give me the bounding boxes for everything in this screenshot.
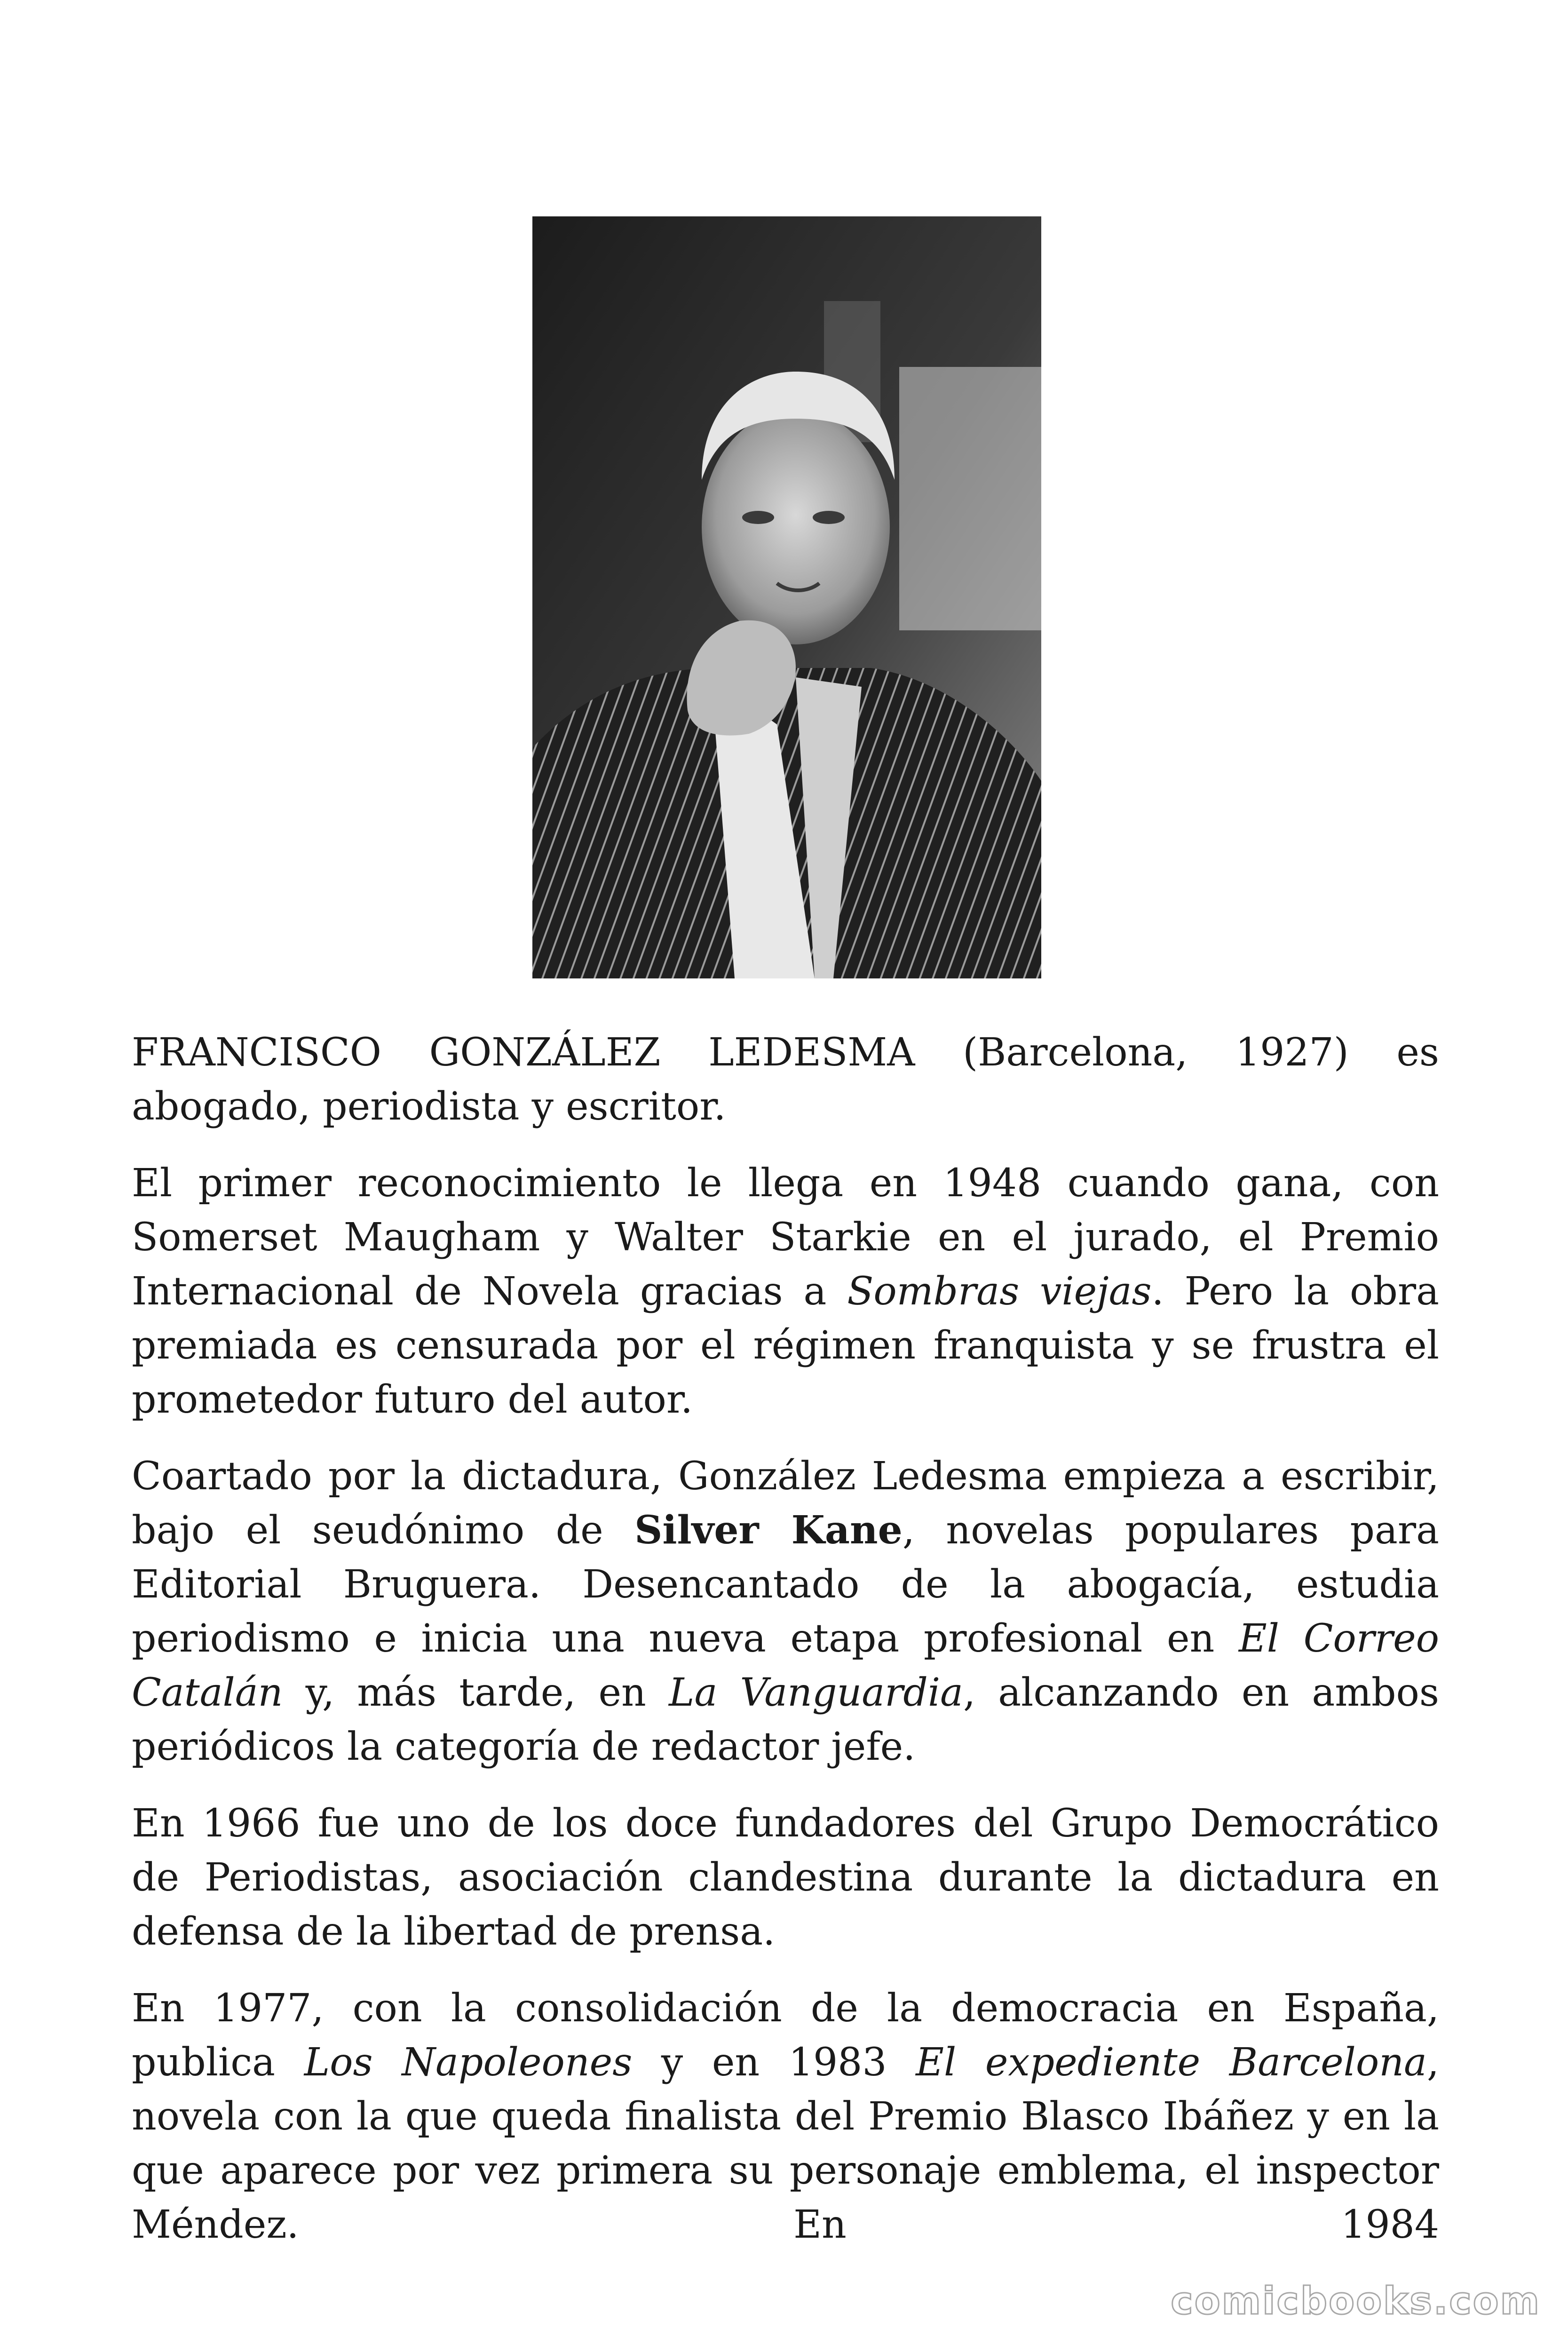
portrait-photo-icon (532, 216, 1041, 978)
italic-title: Sombras viejas (847, 1269, 1152, 1314)
site-watermark: comicbooks.com (1171, 2279, 1541, 2323)
text-run: , novelas populares para Editorial Bruguera. Desencantado de la abogacía, estudia periodismo e inicia una nueva etapa profesional en (132, 1508, 1439, 1661)
text-run: . Pero la obra premiada es censurada por el régimen franquista y se frustra el prometedor futuro del autor. (132, 1269, 1439, 1422)
bio-paragraph (132, 1156, 1439, 1427)
text-run: , novela con la que queda finalista del Premio Blasco Ibáñez y en la que aparece por vez primera su personaje emblema, el inspector Méndez. En 1984 (132, 2040, 1439, 2247)
text-run: El primer reconocimiento le llega en 1948 cuando gana, con Somerset Maugham y Walter Starkie en el jurado, el Premio Internacional de Novela gracias a (132, 1161, 1439, 1314)
text-run: y en 1983 (632, 2040, 916, 2085)
text-run: Coartado por la dictadura, González Ledesma empieza a escribir, bajo el seudónimo de (132, 1454, 1439, 1553)
italic-title: La Vanguardia (669, 1670, 963, 1715)
text-run: FRANCISCO GONZÁLEZ LEDESMA (Barcelona, 1927) es abogado, periodista y escritor. (132, 1030, 1439, 1129)
bio-paragraph (132, 1449, 1439, 1774)
bold-name: Silver Kane (634, 1508, 903, 1553)
author-biography (132, 1025, 1439, 2274)
text-run: En 1966 fue uno de los doce fundadores del Grupo Democrático de Periodistas, asociación clandestina durante la dictadura en defensa de la libertad de prensa. (132, 1801, 1439, 1954)
text-run: En 1977, con la consolidación de la democracia en España, publica (132, 1986, 1439, 2085)
italic-title: El expediente Barcelona (916, 2040, 1427, 2085)
text-run: y, más tarde, en (283, 1670, 669, 1715)
author-portrait-photo (532, 216, 1041, 978)
bio-paragraph (132, 1796, 1439, 1959)
italic-title: Los Napoleones (304, 2040, 633, 2085)
text-run: , alcanzando en ambos periódicos la categoría de redactor jefe. (132, 1670, 1440, 1769)
bio-paragraph (132, 1981, 1439, 2252)
italic-title: El Correo Catalán (132, 1616, 1439, 1715)
bio-paragraph (132, 1025, 1439, 1134)
